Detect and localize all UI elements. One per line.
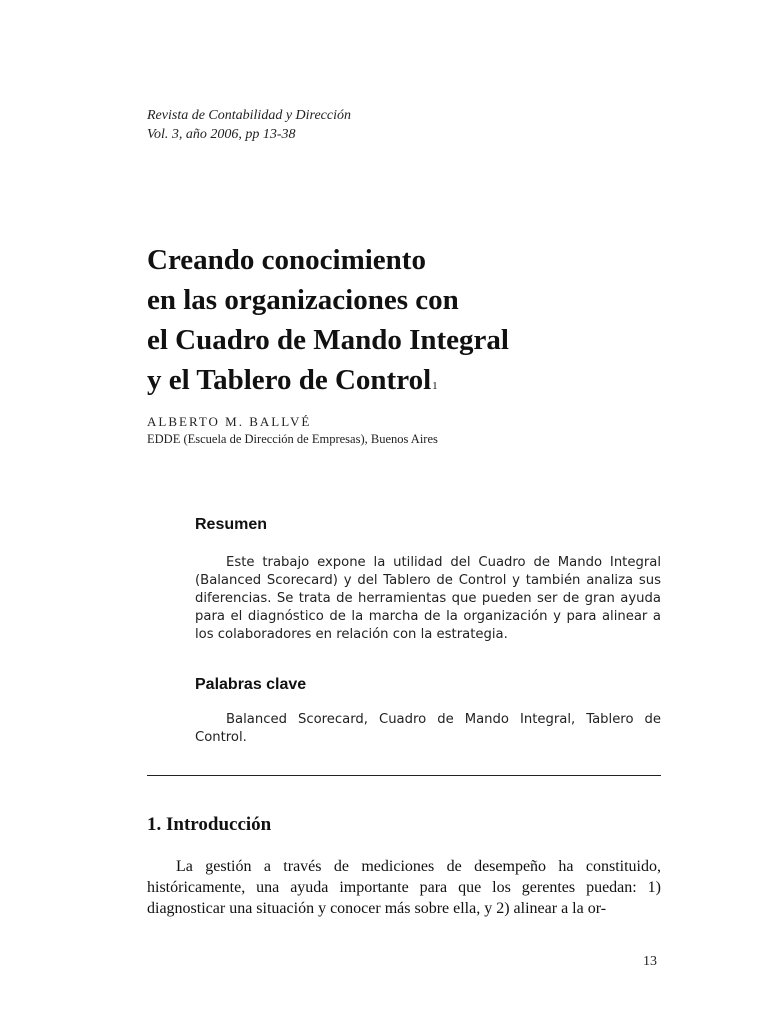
abstract-heading: Resumen — [195, 516, 268, 533]
title-line-4-text: y el Tablero de Control — [147, 364, 432, 396]
journal-volume: Vol. 3, año 2006, pp 13-38 — [147, 127, 296, 142]
journal-name: Revista de Contabilidad y Dirección — [147, 108, 351, 123]
title-line-1: Creando conocimiento — [147, 244, 426, 276]
section-divider — [147, 775, 661, 776]
paper-title — [147, 240, 509, 400]
keywords-text: Balanced Scorecard, Cuadro de Mando Integral, Tablero de Control. — [195, 712, 661, 745]
intro-heading: 1. Introducción — [147, 814, 272, 835]
intro-paragraph: La gestión a través de mediciones de desempeño ha constituido, históricamente, una ayuda importante para que los gerentes puedan: 1) diagnosticar una situación y conocer más sobre ella, y 2) alinear a la or- — [147, 858, 661, 917]
author-name: ALBERTO M. BALLVÉ — [147, 414, 312, 429]
title-line-2: en las organizaciones con — [147, 284, 459, 316]
abstract-text: Este trabajo expone la utilidad del Cuadro de Mando Integral (Balanced Scorecard) y del Tablero de Control y también analiza sus diferencias. Se trata de herramientas que pueden ser de gran ayuda para el diagnóstico de la marcha de la organización y para alinear a los colaboradores en relación con la estrategia. — [195, 555, 661, 642]
title-line-3: el Cuadro de Mando Integral — [147, 324, 509, 356]
author-affiliation: EDDE (Escuela de Dirección de Empresas), Buenos Aires — [147, 432, 438, 446]
footnote-mark: 1 — [432, 380, 438, 392]
journal-citation — [147, 106, 351, 144]
page-number: 13 — [643, 954, 657, 969]
keywords-heading: Palabras clave — [195, 676, 307, 693]
title-line-4 — [147, 360, 509, 400]
